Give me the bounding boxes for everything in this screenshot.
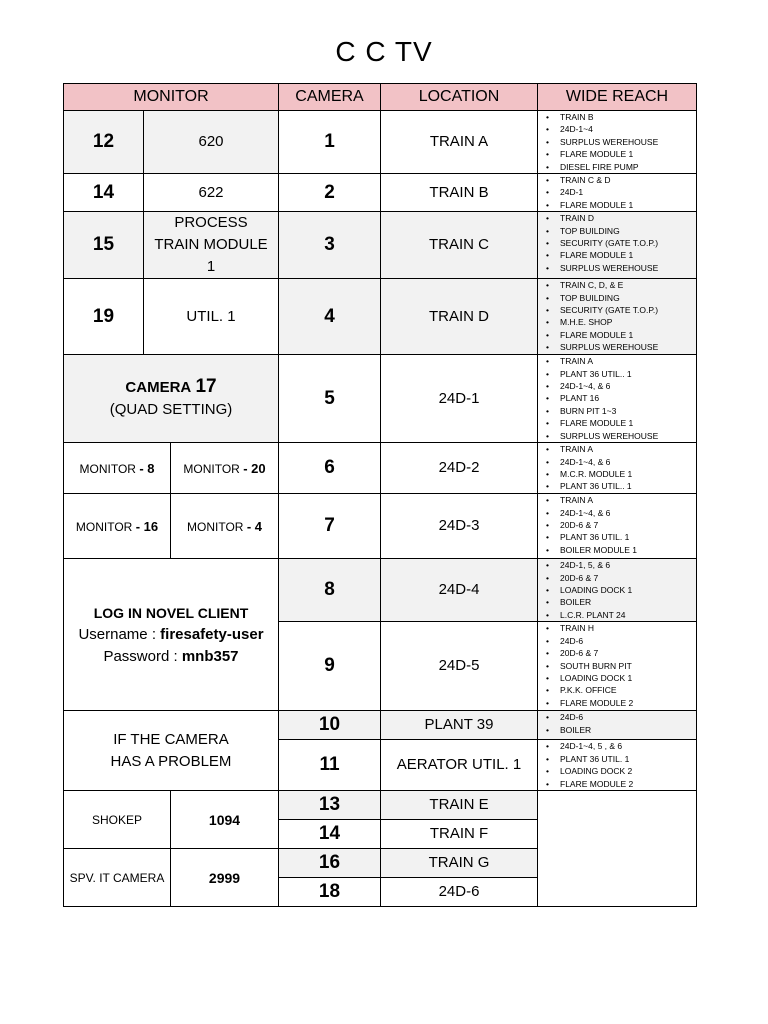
reach-item: • TRAIN A xyxy=(546,355,696,367)
quad-number: 17 xyxy=(195,376,217,398)
wide-reach-cell xyxy=(538,494,697,559)
reach-item: • FLARE MODULE 1 xyxy=(546,249,696,261)
contact-ext: 1094 xyxy=(171,791,279,849)
camera-number: 11 xyxy=(279,740,381,791)
reach-list xyxy=(546,740,696,790)
reach-list xyxy=(546,622,696,709)
reach-item: • P.K.K. OFFICE xyxy=(546,684,696,696)
quad-label: CAMERA xyxy=(125,379,192,397)
login-title: LOG IN NOVEL CLIENT xyxy=(93,604,249,621)
camera-number: 9 xyxy=(279,622,381,711)
reach-item: • PLANT 16 xyxy=(546,392,696,404)
monitor-label: MONITOR xyxy=(183,461,240,476)
reach-item: • BOILER xyxy=(546,724,696,736)
reach-item: • SECURITY (GATE T.O.P.) xyxy=(546,237,696,249)
monitor-pair-left xyxy=(64,443,171,494)
location: 24D-6 xyxy=(381,878,538,907)
reach-item: • 24D-1~4, & 6 xyxy=(546,507,696,519)
reach-item: • TRAIN C & D xyxy=(546,174,696,186)
table-row xyxy=(64,494,697,559)
table-row xyxy=(64,355,697,443)
reach-list xyxy=(546,443,696,493)
reach-item: • TRAIN A xyxy=(546,494,696,506)
reach-item: • FLARE MODULE 1 xyxy=(546,148,696,160)
monitor-number: 19 xyxy=(64,279,144,355)
camera-number: 10 xyxy=(279,711,381,740)
reach-item: • PLANT 36 UTIL.. 1 xyxy=(546,368,696,380)
reach-item: • SURPLUS WEREHOUSE xyxy=(546,430,696,442)
contact-name: SPV. IT CAMERA xyxy=(64,849,171,907)
location: TRAIN C xyxy=(381,212,538,279)
camera-number: 8 xyxy=(279,559,381,622)
reach-item: • BOILER xyxy=(546,596,696,608)
reach-item: • M.H.E. SHOP xyxy=(546,316,696,328)
camera-number: 3 xyxy=(279,212,381,279)
reach-item: • 24D-6 xyxy=(546,635,696,647)
reach-item: • SURPLUS WEREHOUSE xyxy=(546,341,696,353)
reach-list xyxy=(546,711,696,736)
header-camera: CAMERA xyxy=(279,84,381,111)
table-row xyxy=(64,443,697,494)
location: 24D-1 xyxy=(381,355,538,443)
header-row xyxy=(64,84,697,111)
monitor-number: - 8 xyxy=(139,460,155,476)
reach-item: • PLANT 36 UTIL. 1 xyxy=(546,753,696,765)
reach-list xyxy=(546,111,696,173)
table-row xyxy=(64,111,697,174)
monitor-channel: 622 xyxy=(144,174,279,212)
monitor-label: MONITOR xyxy=(79,461,136,476)
monitor-pair-left xyxy=(64,494,171,559)
reach-item: • TRAIN H xyxy=(546,622,696,634)
location: TRAIN F xyxy=(381,820,538,849)
table-row xyxy=(64,559,697,622)
location: 24D-3 xyxy=(381,494,538,559)
monitor-channel: PROCESS TRAIN MODULE 1 xyxy=(144,212,279,279)
reach-item: • BURN PIT 1~3 xyxy=(546,405,696,417)
location: PLANT 39 xyxy=(381,711,538,740)
table-row xyxy=(64,791,697,820)
reach-item: • DIESEL FIRE PUMP xyxy=(546,161,696,173)
table-row xyxy=(64,711,697,740)
camera-number: 2 xyxy=(279,174,381,212)
reach-item: • 24D-1~4, & 6 xyxy=(546,456,696,468)
table-row xyxy=(64,174,697,212)
reach-item: • 20D-6 & 7 xyxy=(546,572,696,584)
reach-item: • M.C.R. MODULE 1 xyxy=(546,468,696,480)
monitor-pair-right xyxy=(171,443,279,494)
reach-item: • SURPLUS WEREHOUSE xyxy=(546,136,696,148)
camera-number: 6 xyxy=(279,443,381,494)
reach-item: • FLARE MODULE 2 xyxy=(546,778,696,790)
reach-item: • LOADING DOCK 1 xyxy=(546,672,696,684)
username-label: Username : xyxy=(78,625,156,643)
reach-item: • 24D-1 xyxy=(546,186,696,198)
password-label: Password : xyxy=(103,647,178,665)
reach-item: • BOILER MODULE 1 xyxy=(546,544,696,556)
wide-reach-cell xyxy=(538,279,697,355)
problem-line-2: HAS A PROBLEM xyxy=(110,752,232,770)
wide-reach-cell xyxy=(538,443,697,494)
monitor-number: 14 xyxy=(64,174,144,212)
location: 24D-4 xyxy=(381,559,538,622)
password-value: mnb357 xyxy=(181,647,239,665)
monitor-number: - 20 xyxy=(243,460,266,476)
location: TRAIN E xyxy=(381,791,538,820)
reach-item: • 24D-1~4 xyxy=(546,123,696,135)
table-row xyxy=(64,212,697,279)
location: TRAIN D xyxy=(381,279,538,355)
monitor-number: - 16 xyxy=(135,518,159,534)
reach-item: • 24D-6 xyxy=(546,711,696,723)
camera-number: 14 xyxy=(279,820,381,849)
reach-item: • TOP BUILDING xyxy=(546,292,696,304)
location: 24D-2 xyxy=(381,443,538,494)
reach-item: • FLARE MODULE 2 xyxy=(546,697,696,709)
camera-number: 5 xyxy=(279,355,381,443)
reach-item: • LOADING DOCK 2 xyxy=(546,765,696,777)
location: 24D-5 xyxy=(381,622,538,711)
reach-item: • 24D-1~4, & 6 xyxy=(546,380,696,392)
quad-setting-cell xyxy=(64,355,279,443)
monitor-label: MONITOR xyxy=(187,519,244,534)
reach-list xyxy=(546,279,696,353)
header-location: LOCATION xyxy=(381,84,538,111)
monitor-number: 15 xyxy=(64,212,144,279)
camera-number: 7 xyxy=(279,494,381,559)
reach-item: • FLARE MODULE 1 xyxy=(546,417,696,429)
camera-number: 4 xyxy=(279,279,381,355)
wide-reach-cell xyxy=(538,174,697,212)
wide-reach-cell xyxy=(538,355,697,443)
header-wide-reach: WIDE REACH xyxy=(538,84,697,111)
reach-list xyxy=(546,212,696,274)
wide-reach-cell xyxy=(538,111,697,174)
camera-number: 16 xyxy=(279,849,381,878)
reach-list xyxy=(546,494,696,556)
location: AERATOR UTIL. 1 xyxy=(381,740,538,791)
problem-line-1: IF THE CAMERA xyxy=(113,730,229,748)
camera-number: 13 xyxy=(279,791,381,820)
cctv-table xyxy=(63,83,697,907)
reach-item: • TRAIN A xyxy=(546,443,696,455)
wide-reach-cell xyxy=(538,622,697,711)
contact-name: SHOKEP xyxy=(64,791,171,849)
reach-item: • TRAIN D xyxy=(546,212,696,224)
location: TRAIN A xyxy=(381,111,538,174)
camera-number: 1 xyxy=(279,111,381,174)
reach-item: • TRAIN B xyxy=(546,111,696,123)
reach-item: • PLANT 36 UTIL.. 1 xyxy=(546,480,696,492)
reach-item: • 24D-1, 5, & 6 xyxy=(546,559,696,571)
reach-item: • 20D-6 & 7 xyxy=(546,647,696,659)
reach-item: • LOADING DOCK 1 xyxy=(546,584,696,596)
reach-item: • TOP BUILDING xyxy=(546,225,696,237)
monitor-channel: 620 xyxy=(144,111,279,174)
reach-list xyxy=(546,174,696,211)
reach-item: • FLARE MODULE 1 xyxy=(546,199,696,211)
problem-cell xyxy=(64,711,279,791)
empty-reach-cell xyxy=(538,791,697,907)
page-title: C C TV xyxy=(335,36,433,67)
reach-item: • SURPLUS WEREHOUSE xyxy=(546,262,696,274)
camera-number: 18 xyxy=(279,878,381,907)
table-row xyxy=(64,279,697,355)
location: TRAIN B xyxy=(381,174,538,212)
wide-reach-cell xyxy=(538,559,697,622)
contact-ext: 2999 xyxy=(171,849,279,907)
location: TRAIN G xyxy=(381,849,538,878)
reach-item: • 24D-1~4, 5 , & 6 xyxy=(546,740,696,752)
wide-reach-cell xyxy=(538,711,697,740)
reach-item: • PLANT 36 UTIL. 1 xyxy=(546,531,696,543)
login-cell xyxy=(64,559,279,711)
wide-reach-cell xyxy=(538,212,697,279)
reach-item: • SOUTH BURN PIT xyxy=(546,660,696,672)
reach-list xyxy=(546,559,696,621)
header-monitor: MONITOR xyxy=(64,84,279,111)
monitor-number: 12 xyxy=(64,111,144,174)
monitor-label: MONITOR xyxy=(75,519,133,534)
wide-reach-cell xyxy=(538,740,697,791)
reach-item: • 20D-6 & 7 xyxy=(546,519,696,531)
reach-item: • SECURITY (GATE T.O.P.) xyxy=(546,304,696,316)
reach-list xyxy=(546,355,696,442)
reach-item: • L.C.R. PLANT 24 xyxy=(546,609,696,621)
quad-note: (QUAD SETTING) xyxy=(109,401,233,419)
monitor-channel: UTIL. 1 xyxy=(144,279,279,355)
monitor-number: - 4 xyxy=(246,518,262,534)
username-value: firesafety-user xyxy=(160,625,264,643)
reach-item: • TRAIN C, D, & E xyxy=(546,279,696,291)
monitor-pair-right xyxy=(171,494,279,559)
reach-item: • FLARE MODULE 1 xyxy=(546,329,696,341)
